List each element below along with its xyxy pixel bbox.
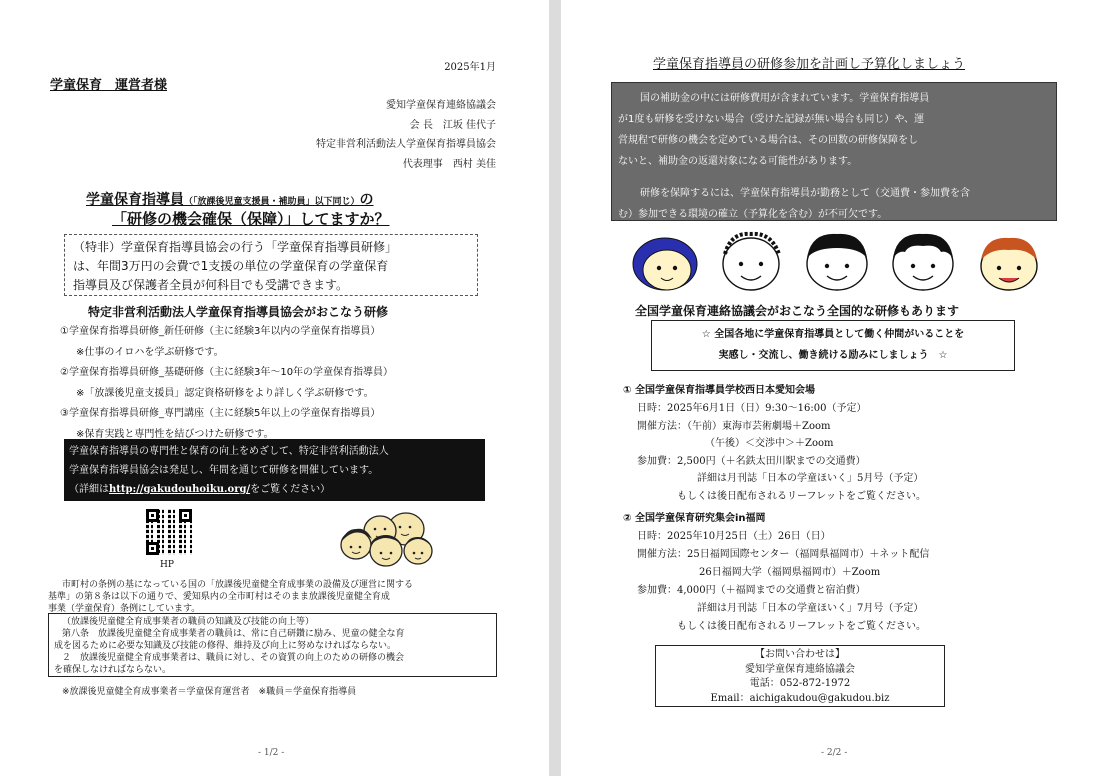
ordinance-line: 基準」の第８条は以下の通りで、愛知県内の全市町村はそのまま放課後児童健全育成	[48, 592, 390, 602]
contact-phone: 電話：052-872-1972	[749, 678, 851, 689]
contact-email[interactable]: Email：aichigakudou@gakudou.biz	[710, 692, 890, 704]
footnote: ※放課後児童健全育成事業者＝学童保育運営者 ※職員＝学童保育指導員	[62, 687, 357, 697]
page-one	[0, 0, 549, 776]
national-training-title: 全国学童保育連絡協議会がおこなう全国的な研修もあります	[635, 304, 960, 318]
qr-code[interactable]	[146, 509, 192, 555]
sender-line: 会 長 江坂 佳代子	[409, 119, 496, 131]
section-title: 特定非営利活動法人学童保育指導員協会がおこなう研修	[88, 305, 389, 319]
sender-block	[316, 96, 496, 174]
event1-detail: 詳細は月刊誌「日本の学童ほいく」5月号（予定）	[697, 473, 924, 484]
event2-detail: 詳細は月刊誌「日本の学童ほいく」7月号（予定）	[697, 603, 924, 614]
sender-line: 代表理事 西村 美佳	[402, 158, 496, 170]
addressee: 学童保育 運営者様	[50, 78, 168, 93]
callout-line: 実感し・交流し、働き続ける励みにしましょう ☆	[718, 350, 948, 361]
callout-line: ☆ 全国各地に学童保育指導員として働く仲間がいることを	[701, 329, 965, 340]
event2-details	[637, 528, 929, 636]
training-item: ①学童保育指導員研修_新任研修（主に経験3年以内の学童保育指導員）	[60, 326, 381, 337]
page-divider	[549, 0, 561, 776]
headline-note: （「放課後児童支援員・補助員」以下同じ）	[184, 197, 360, 207]
notice-line: が1度も研修を受けない場合（受けた記録が無い場合も同じ）や、運	[618, 114, 925, 125]
headline-main: 学童保育指導員	[86, 192, 184, 208]
headline-suffix: の	[359, 192, 374, 208]
contact-heading: 【お問い合わせは】	[755, 649, 845, 660]
dashed-box-line: は、年間3万円の会費で1支援の単位の学童保育の学童保育	[73, 259, 389, 273]
ordinance-line: 市町村の条例の基になっている国の「放課後児童健全育成事業の設備及び運営に関する	[62, 580, 414, 590]
notice-line: 国の補助金の中には研修費用が含まれています。学童保育指導員	[640, 93, 930, 104]
ordinance-line: 事業（学童保育）条例にしています。	[48, 604, 201, 614]
notice-line: む）参加できる環境の確立（予算化を含む）が不可欠です。	[618, 209, 888, 220]
article-line: ２ 放課後児童健全育成事業者は、職員に対し、その資質の向上のための研修の機会	[62, 653, 405, 663]
dashed-box-line: 指導員及び保護者全員が何科目でも受講できます。	[73, 278, 349, 292]
headline-line2: 「研修の機会確保（保障）」してますか？	[112, 210, 390, 228]
notice-line: ないと、補助金の返還対象になる可能性があります。	[618, 156, 858, 167]
children-illustration	[328, 507, 440, 569]
association-website-link[interactable]: http://gakudouhoiku.org/	[109, 484, 251, 495]
event1-date: 日時：2025年6月1日（日）9:30～16:00（予定）	[637, 403, 867, 414]
page-number: - 1/2 -	[258, 748, 285, 758]
about-link-line	[69, 480, 389, 499]
headline	[86, 189, 374, 209]
subsidy-notice-box	[611, 82, 1057, 221]
ordinance-text	[48, 579, 413, 615]
children-faces-illustration	[625, 228, 1049, 292]
about-line: 学童保育指導員の専門性と保育の向上をめざして、特定非営利活動法人	[69, 446, 389, 457]
sender-line: 愛知学童保育連絡協議会	[386, 100, 496, 111]
event1-method: 開催方法：（午前）東海市芸術劇場＋Zoom	[637, 420, 831, 432]
event1-fee: 参加費：2,500円（＋名鉄太田川駅までの交通費）	[637, 455, 866, 467]
letter-date: 2025年1月	[444, 62, 496, 73]
encouragement-callout	[651, 320, 1015, 371]
article-line: を確保しなければならない。	[54, 665, 172, 675]
event1-method-afternoon: （午後）＜交渉中＞＋Zoom	[705, 438, 834, 449]
about-association-box	[64, 439, 485, 501]
training-item: ②学童保育指導員研修_基礎研修（主に経験3年～10年の学童保育指導員）	[60, 367, 394, 378]
training-list	[60, 322, 393, 445]
notice-line: 研修を保障するには、学童保育指導員が勤務として（交通費・参加費を含	[640, 188, 970, 199]
article-line: 成を図るために必要な知識及び技能の修得、維持及び向上に努めなければならない。	[54, 641, 397, 651]
membership-dashed-box	[64, 234, 478, 296]
event2-date: 日時：2025年10月25日（土）26日（日）	[637, 531, 831, 542]
page-two	[561, 0, 1113, 776]
article-box	[48, 613, 497, 677]
page2-title: 学童保育指導員の研修参加を計画し予算化しましょう	[653, 57, 966, 72]
event2-method-day2: 26日福岡大学（福岡県福岡市）＋Zoom	[699, 567, 881, 578]
event2-fee: 参加費：4,000円（＋福岡までの交通費と宿泊費）	[637, 585, 866, 596]
page-number: - 2/2 -	[821, 748, 848, 758]
training-item: ③学童保育指導員研修_専門講座（主に経験5年以上の学童保育指導員）	[60, 408, 381, 419]
dashed-box-line: （特非）学童保育指導員協会の行う「学童保育指導員研修」	[73, 240, 398, 254]
qr-label: HP	[160, 560, 174, 570]
about-line: 学童保育指導員協会は発足し、年間を通じて研修を開催しています。	[69, 465, 379, 476]
training-note: ※仕事のイロハを学ぶ研修です。	[76, 346, 224, 358]
event1-title: ① 全国学童保育指導員学校西日本愛知会場	[623, 385, 815, 396]
event1-details	[637, 400, 926, 505]
article-line: 第八条 放課後児童健全育成事業者の職員は、常に自己研鑽に励み、児童の健全な育	[62, 629, 405, 639]
event2-title: ② 全国学童保育研究集会in福岡	[623, 513, 766, 524]
contact-box	[655, 645, 945, 707]
event1-detail: もしくは後日配布されるリーフレットをご覧ください。	[677, 490, 926, 502]
event2-detail: もしくは後日配布されるリーフレットをご覧ください。	[677, 621, 926, 632]
article-line: （放課後児童健全育成事業者の職員の知識及び技能の向上等）	[62, 617, 315, 627]
contact-org: 愛知学童保育連絡協議会	[745, 663, 855, 675]
event2-method: 開催方法：25日福岡国際センター（福岡県福岡市）＋ネット配信	[637, 549, 930, 560]
sender-line: 特定非営利活動法人学童保育指導員協会	[316, 139, 496, 150]
training-note: ※「放課後児童支援員」認定資格研修をより詳しく学ぶ研修です。	[76, 387, 374, 399]
training-note: ※保育実践と専門性を結びつけた研修です。	[76, 428, 274, 440]
link-suffix: をご覧ください）	[250, 484, 331, 495]
link-prefix: （詳細は	[69, 484, 109, 495]
notice-line: 営規程で研修の機会を定めている場合は、その回数の研修保障をし	[618, 135, 918, 146]
